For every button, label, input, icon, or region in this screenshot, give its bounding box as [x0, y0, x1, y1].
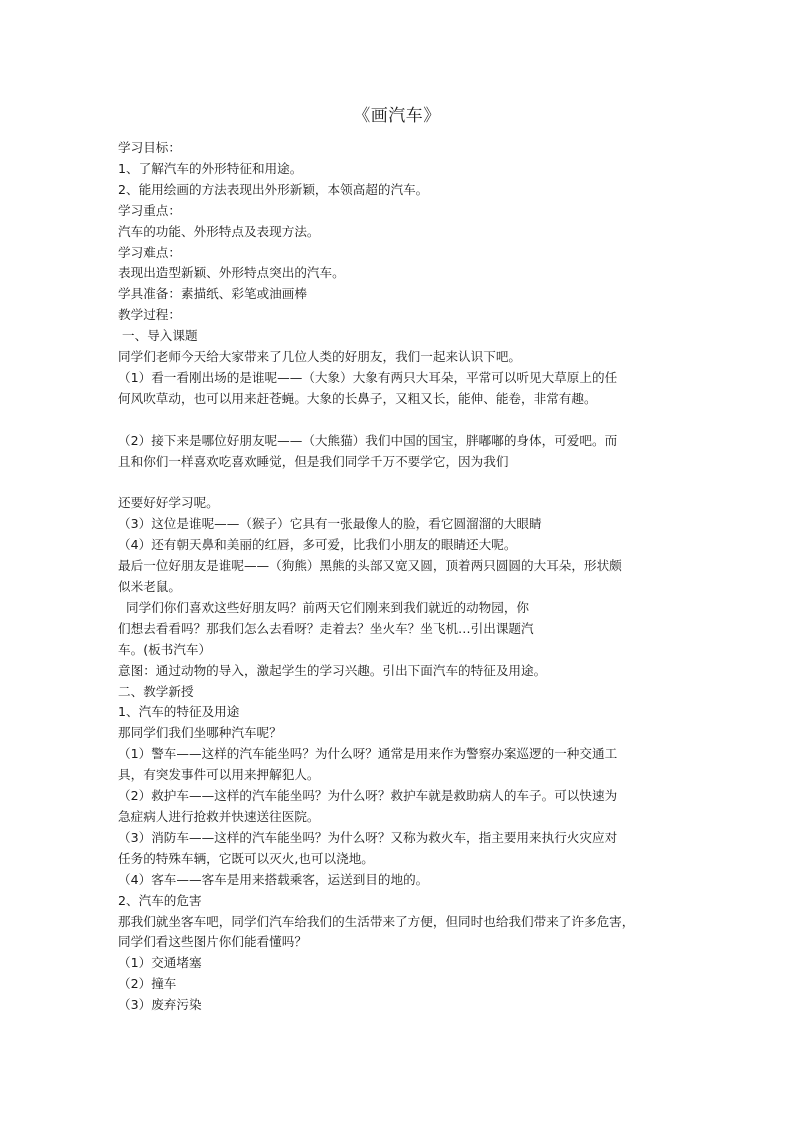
- paragraph-line: （3）这位是谁呢——（猴子）它具有一张最像人的脸，看它圆溜溜的大眼睛: [118, 516, 542, 532]
- goal-item: 2、能用绘画的方法表现出外形新颖，本领高超的汽车。: [118, 181, 429, 197]
- paragraph-line: 那我们就坐客车吧，同学们汽车给我们的生活带来了方便，但同时也给我们带来了许多危害，: [118, 913, 635, 929]
- paragraph-line: 同学们老师今天给大家带来了几位人类的好朋友，我们一起来认识下吧。: [118, 349, 521, 365]
- paragraph-line: （3）消防车——这样的汽车能坐吗？为什么呀？又称为救火车，指主要用来执行火灾应对: [118, 829, 618, 845]
- paragraph-line: （2）接下来是哪位好朋友呢——（大熊猫）我们中国的国宝，胖嘟嘟的身体，可爱吧。而: [118, 432, 618, 448]
- blank-line: [118, 410, 680, 431]
- paragraph-line: 急症病人进行抢救并快速送往医院。: [118, 808, 320, 824]
- paragraph-line: （4）客车——客车是用来搭载乘客，运送到目的地的。: [118, 871, 429, 887]
- list-item: （3）废弃污染: [118, 997, 202, 1013]
- paragraph-line: （1）看一看刚出场的是谁呢——（大象）大象有两只大耳朵，平常可以听见大草原上的任: [118, 369, 618, 385]
- list-item: （2）撞车: [118, 976, 177, 992]
- paragraph-line: 最后一位好朋友是谁呢——（狗熊）黑熊的头部又宽又圆，顶着两只圆圆的大耳朵，形状颇: [118, 558, 622, 574]
- materials-text: 学具准备：素描纸、彩笔或油画棒: [118, 286, 307, 302]
- paragraph-line: 车。(板书汽车）: [118, 641, 212, 657]
- heading-key-points: 学习重点：: [118, 202, 181, 218]
- paragraph-line: 似米老鼠。: [118, 579, 181, 594]
- paragraph-line: 任务的特殊车辆，它既可以灭火,也可以浇地。: [118, 850, 374, 866]
- goal-item: 1、了解汽车的外形特征和用途。: [118, 160, 303, 176]
- paragraph-line: 何风吹草动，也可以用来赶苍蝇。大象的长鼻子，又粗又长，能伸、能卷，非常有趣。: [118, 390, 597, 406]
- paragraph-line: 具，有突发事件可以用来押解犯人。: [118, 767, 320, 783]
- paragraph-line: （1）警车——这样的汽车能坐吗？为什么呀？通常是用来作为警察办案巡逻的一种交通工: [118, 746, 618, 762]
- list-item: （1）交通堵塞: [118, 955, 202, 971]
- section-heading: 一、导入课题: [118, 328, 198, 344]
- paragraph-line: （2）救护车——这样的汽车能坐吗？为什么呀？救护车就是救助病人的车子。可以快速为: [118, 788, 618, 804]
- key-points-text: 汽车的功能、外形特点及表现方法。: [118, 223, 320, 239]
- paragraph-line: （4）还有朝天鼻和美丽的红唇，多可爱，比我们小朋友的眼睛还大呢。: [118, 537, 517, 553]
- heading-learning-goals: 学习目标：: [118, 140, 181, 155]
- heading-process: 教学过程：: [118, 307, 181, 323]
- difficulties-text: 表现出造型新颖、外形特点突出的汽车。: [118, 265, 345, 281]
- subsection-heading: 2、汽车的危害: [118, 892, 202, 908]
- section-heading: 二、教学新授: [118, 683, 194, 699]
- paragraph-line: 们想去看看吗？那我们怎么去看呀？走着去？坐火车？坐飞机…引出课题汽: [118, 620, 534, 636]
- paragraph-line: 意图：通过动物的导入，激起学生的学习兴趣。引出下面汽车的特征及用途。: [118, 662, 547, 678]
- document-title: 《画汽车》: [353, 106, 441, 126]
- blank-line: [118, 472, 680, 493]
- heading-difficulties: 学习难点：: [118, 244, 181, 260]
- document-body: [118, 138, 680, 1016]
- subsection-heading: 1、汽车的特征及用途: [118, 704, 240, 720]
- paragraph-line: 那同学们我们坐哪种汽车呢？: [118, 725, 282, 741]
- paragraph-line: 同学们你们喜欢这些好朋友吗？前两天它们刚来到我们就近的动物园，你: [118, 599, 530, 615]
- paragraph-line: 且和你们一样喜欢吃喜欢睡觉，但是我们同学千万不要学它，因为我们: [118, 453, 509, 469]
- paragraph-line: 还要好好学习呢。: [118, 495, 219, 511]
- paragraph-line: 同学们看这些图片你们能看懂吗？: [118, 934, 307, 950]
